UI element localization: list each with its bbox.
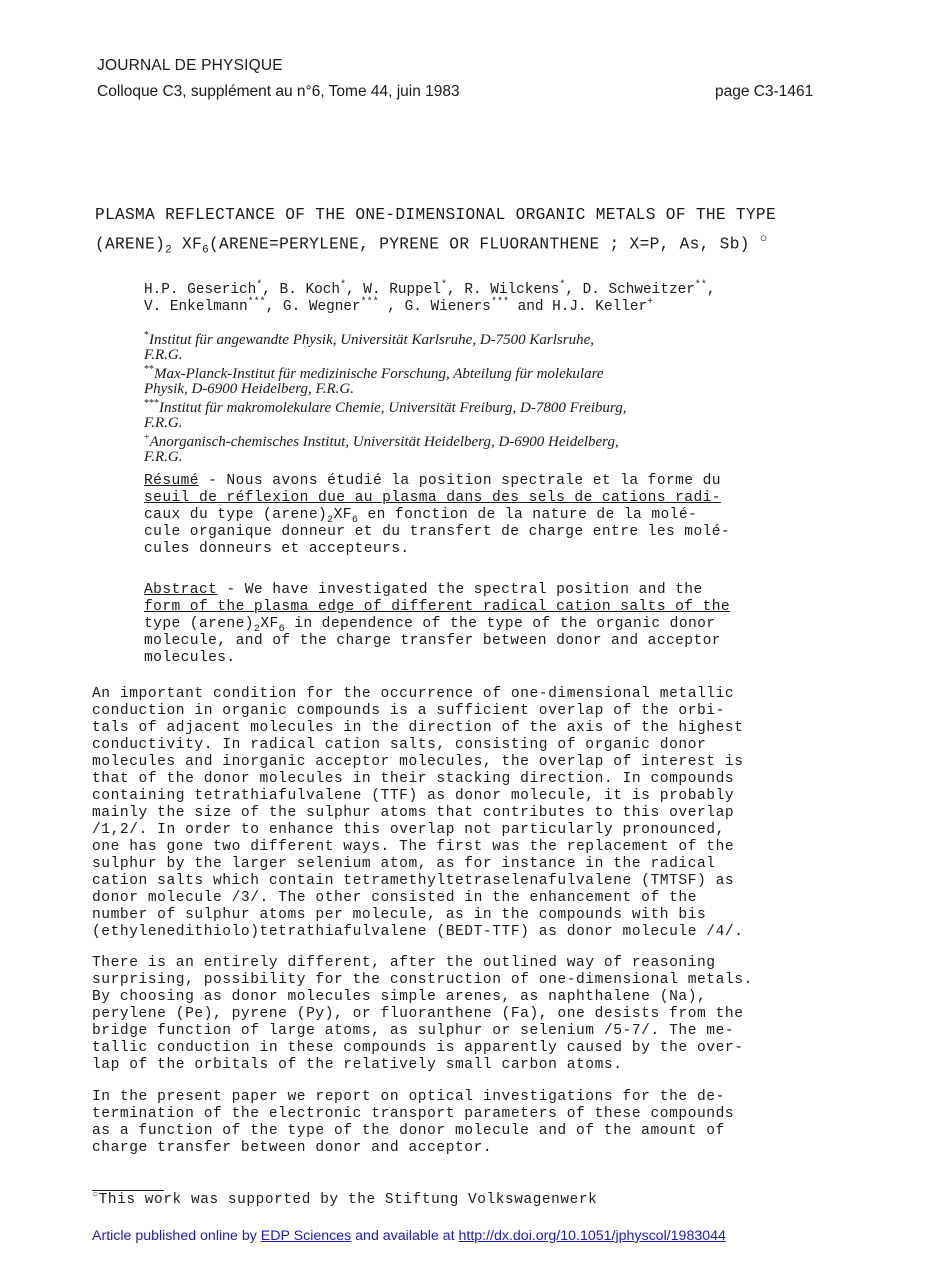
body-p1-line-11: sulphur by the larger selenium atom, as for instance in the radical bbox=[92, 856, 716, 872]
body-p2-line-6: tallic conduction in these compounds is apparently caused by the over- bbox=[92, 1040, 744, 1056]
body-p2-line-7: lap of the orbitals of the relatively small carbon atoms. bbox=[92, 1057, 623, 1073]
body-p2-line-4: perylene (Pe), pyrene (Py), or fluoranthene (Fa), one desists from the bbox=[92, 1006, 744, 1022]
abstract-label: Abstract bbox=[144, 582, 218, 598]
body-p2-line-1: There is an entirely different, after the outlined way of reasoning bbox=[92, 955, 716, 971]
affiliation-1-line-1: *Institut für angewandte Physik, Universität Karlsruhe, D-7500 Karlsruhe, bbox=[144, 330, 594, 348]
body-p1-line-8: mainly the size of the sulphur atoms that contributes to this overlap bbox=[92, 805, 735, 821]
body-p1-line-14: number of sulphur atoms per molecule, as in the compounds with bis bbox=[92, 907, 707, 923]
body-p1-line-2: conduction in organic compounds is a sufficient overlap of the orbi- bbox=[92, 703, 725, 719]
journal-name: JOURNAL DE PHYSIQUE bbox=[97, 57, 283, 74]
affiliation-4-line-1: +Anorganisch-chemisches Institut, Universität Heidelberg, D-6900 Heidelberg, bbox=[144, 432, 619, 450]
body-p2-line-5: bridge function of large atoms, as sulphur or selenium /5-7/. The me- bbox=[92, 1023, 735, 1039]
page-number: page C3-1461 bbox=[715, 83, 814, 100]
doi-link[interactable]: http://dx.doi.org/10.1051/jphyscol/1983044 bbox=[458, 1228, 726, 1244]
body-p1-line-15: (ethylenedithiolo)tetrathiafulvalene (BEDT-TTF) as donor molecule /4/. bbox=[92, 924, 744, 940]
resume-line-3: caux du type $(arene)_2XF_6$ en fonction de la nature de la molé- bbox=[144, 507, 698, 526]
abstract-line-3: type $(arene)_2XF_6$ in dependence of the type of the organic donor bbox=[144, 616, 716, 635]
affiliation-3-line-1: ***Institut für makromolekulare Chemie, Universität Freiburg, D-7800 Freiburg, bbox=[144, 398, 627, 416]
body-p1-line-10: one has gone two different ways. The first was the replacement of the bbox=[92, 839, 735, 855]
issue-info: Colloque C3, supplément au n°6, Tome 44, juin 1983 bbox=[97, 83, 460, 100]
abstract-line-1: Abstract - We have investigated the spectral position and the bbox=[144, 582, 703, 598]
affiliation-2-line-1: **Max-Planck-Institut für medizinische Forschung, Abteilung für molekulare bbox=[144, 364, 604, 382]
body-p1-line-12: cation salts which contain tetramethyltetraselenafulvalene (TMTSF) as bbox=[92, 873, 735, 889]
abstract-line-5: molecules. bbox=[144, 650, 236, 666]
body-p1-line-5: molecules and inorganic acceptor molecules, the overlap of interest is bbox=[92, 754, 744, 770]
body-p3-line-1: In the present paper we report on optical investigations for the de- bbox=[92, 1089, 725, 1105]
body-p1-line-9: /1,2/. In order to enhance this overlap not particularly pronounced, bbox=[92, 822, 725, 838]
body-p2-line-3: By choosing as donor molecules simple arenes, as naphthalene (Na), bbox=[92, 989, 707, 1005]
body-p1-line-1: An important condition for the occurrence of one-dimensional metallic bbox=[92, 686, 735, 702]
affiliation-3-line-2: F.R.G. bbox=[144, 415, 183, 431]
publication-notice: Article published online by EDP Sciences and available at http://dx.doi.org/10.1051/jphyscol/1983044 bbox=[92, 1228, 726, 1244]
resume-line-4: cule organique donneur et du transfert de charge entre les molé- bbox=[144, 524, 731, 540]
affiliation-1-line-2: F.R.G. bbox=[144, 347, 183, 363]
resume-line-1: Résumé - Nous avons étudié la position spectrale et la forme du bbox=[144, 473, 721, 489]
resume-label: Résumé bbox=[144, 473, 199, 489]
affiliation-2-line-2: Physik, D-6900 Heidelberg, F.R.G. bbox=[144, 381, 354, 397]
body-p3-line-2: termination of the electronic transport parameters of these compounds bbox=[92, 1106, 735, 1122]
body-p1-line-7: containing tetrathiafulvalene (TTF) as donor molecule, it is probably bbox=[92, 788, 735, 804]
body-p3-line-4: charge transfer between donor and acceptor. bbox=[92, 1140, 493, 1156]
affiliation-4-line-2: F.R.G. bbox=[144, 449, 183, 465]
paper-title-line-1: PLASMA REFLECTANCE OF THE ONE-DIMENSIONAL ORGANIC METALS OF THE TYPE bbox=[95, 206, 776, 224]
body-p1-line-4: conductivity. In radical cation salts, consisting of organic donor bbox=[92, 737, 707, 753]
body-p2-line-2: surprising, possibility for the construction of one-dimensional metals. bbox=[92, 972, 753, 988]
abstract-line-2: form of the plasma edge of different radical cation salts of the bbox=[144, 599, 731, 615]
body-p1-line-6: that of the donor molecules in their stacking direction. In compounds bbox=[92, 771, 735, 787]
resume-line-5: cules donneurs et accepteurs. bbox=[144, 541, 410, 557]
edp-sciences-link[interactable]: EDP Sciences bbox=[260, 1228, 352, 1244]
body-p1-line-3: tals of adjacent molecules in the direction of the axis of the highest bbox=[92, 720, 744, 736]
authors-line-1: H.P. Geserich*, B. Koch*, W. Ruppel*, R. Wilckens*, D. Schweitzer**, bbox=[144, 280, 716, 298]
body-p1-line-13: donor molecule /3/. The other consisted in the enhancement of the bbox=[92, 890, 697, 906]
abstract-line-4: molecule, and of the charge transfer between donor and acceptor bbox=[144, 633, 721, 649]
footnote: ○This work was supported by the Stiftung Volkswagenwerk bbox=[92, 1190, 598, 1208]
paper-title-line-2: $(ARENE)_2$ $XF_6(ARENE=PERYLENE$, PYRENE OR FLUORANTHENE ; X=P, As, Sb) ○ bbox=[95, 231, 768, 257]
resume-line-2: seuil de réflexion due au plasma dans des sels de cations radi- bbox=[144, 490, 721, 506]
authors-line-2: V. Enkelmann***, G. Wegner*** , G. Wieners*** and H.J. Keller+ bbox=[144, 297, 654, 315]
body-p3-line-3: as a function of the type of the donor molecule and of the amount of bbox=[92, 1123, 725, 1139]
